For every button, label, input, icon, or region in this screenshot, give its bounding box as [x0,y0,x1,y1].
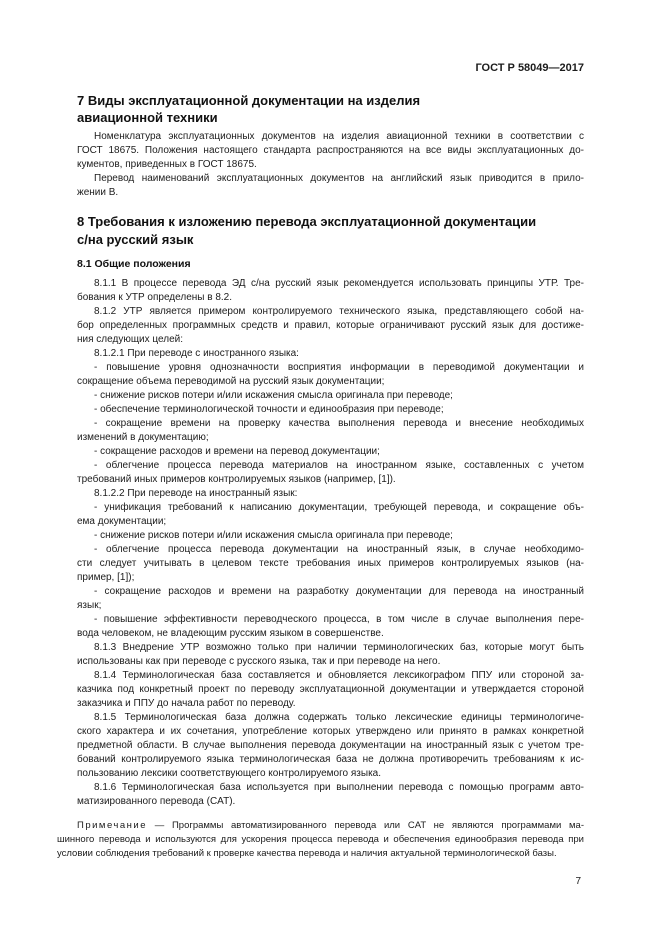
list-item-line: сти следует учитывать в целевом тексте требования иных примеров контролируемых языков (на- [77,558,584,569]
note-label: Примечание [77,820,147,831]
text-line: Перевод наименований эксплуатационных документов на английский язык приводится в прило- [94,173,584,184]
text-line: предметной области. В случае выполнения перевода документации на иностранный язык с учетом тре- [77,740,584,751]
list-item-line: - сокращение расходов и времени на перевод документации; [94,446,380,457]
text-line: ского характера и их сочетания, употребление которых утверждено или принято в рамках конкретной [77,726,584,737]
text-line: Номенклатура эксплуатационных документов на изделия авиационной техники в соответствии с [94,131,584,142]
note-line: условии соблюдения требований к проверке качества перевода и наличия актуальной терминологической базы. [57,848,557,859]
list-item-line: требований иных примеров контролируемых языков (например, [1]). [77,474,396,485]
heading-line: с/на русский язык [77,232,194,247]
list-item-line: изменений в документацию; [77,432,209,443]
note-block [57,819,584,861]
list-item-line: - обеспечение терминологической точности и единообразия при переводе; [94,404,444,415]
text-line: матизированного перевода (CAT). [77,796,236,807]
text-line: бования к УТР определены в 8.2. [77,292,233,303]
text-line: казчика под конкретный проект по переводу эксплуатационной документации и утверждается стороной [77,684,584,695]
heading-line: 8 Требования к изложению перевода эксплуатационной документации [77,214,537,229]
text-line: ГОСТ 18675. Положения настоящего стандарта распространяются на все виды эксплуатационных до- [77,145,584,156]
list-item-line: язык; [77,600,102,611]
list-item-line: вода человеком, не владеющим русским языком в совершенстве. [77,628,384,639]
text-line: заказчика и ППУ до начала работ по переводу. [77,698,296,709]
list-item-line: - повышение эффективности переводческого процесса, в том числе в случае выполнения пере- [94,614,584,625]
list-item-line: - снижение рисков потери и/или искажения смысла оригинала при переводе; [94,390,453,401]
list-item-line: пример, [1]); [77,572,135,583]
subsection-8-1-heading: 8.1 Общие положения [77,258,191,270]
list-item-line: - сокращение времени на проверку качества выполнения перевода и внесение необходимых [94,418,584,429]
section-7-body [77,130,584,200]
heading-line: 7 Виды эксплуатационной документации на изделия [77,93,421,108]
note-line: шинного перевода и используются для ускорения процесса перевода и обеспечения единообразия перевода при [57,834,584,845]
list-item-line: сокращение объема переводимой на русский язык документации; [77,376,385,387]
text-line: 8.1.2.2 При переводе на иностранный язык: [94,488,298,499]
text-line: бор определенных программных средств и правил, которые ограничивают русский язык для достиже- [77,320,584,331]
text-line: жении В. [77,187,119,198]
list-item-line: - сокращение расходов и времени на разработку документации для перевода на иностранный [94,586,584,597]
text-line: 8.1.1 В процессе перевода ЭД с/на русский язык рекомендуется использовать принципы УТР. Тре- [94,278,584,289]
document-designation: ГОСТ Р 58049—2017 [475,62,584,74]
list-item-line: - облегчение процесса перевода материалов на иностранном языке, составленных с учетом [94,460,584,471]
text-line: ния следующих целей: [77,334,184,345]
list-item-line: - снижение рисков потери и/или искажения смысла оригинала при переводе; [94,530,453,541]
list-item-line: - унификация требований к написанию документации, требующей перевода, и сокращение объ- [94,502,584,513]
text-line: 8.1.2.1 При переводе с иностранного языка: [94,348,299,359]
list-item-line: - повышение уровня однозначности восприятия информации в переводимой документации и [94,362,584,373]
list-item-line: ема документации; [77,516,167,527]
text-line: бований контролируемого языка терминологическая база не должна противоречить требованиям к ис- [77,754,584,765]
text-line: 8.1.2 УТР является примером контролируемого технического языка, представляющего собой на- [94,306,584,317]
text-line: использованы как при переводе с русского языка, так и при переводе на него. [77,656,441,667]
list-item-line: - облегчение процесса перевода документации на иностранный язык, в случае необходимо- [94,544,584,555]
text-line: 8.1.3 Внедрение УТР возможно только при наличии терминологических баз, которые могут быть [94,642,584,653]
text-line: кументов, приведенных в ГОСТ 18675. [77,159,257,170]
heading-line: авиационной техники [77,110,218,125]
subsection-8-1-body [77,277,584,809]
text-line: 8.1.5 Терминологическая база должна содержать только лексические единицы терминологиче- [94,712,584,723]
note-line [57,819,584,833]
section-7-heading [77,92,584,126]
page-number: 7 [575,876,581,887]
text-line: пользованию лексики соответствующего контролируемого языка. [77,768,382,779]
text-line: 8.1.6 Терминологическая база используется при выполнении перевода с помощью программ авто- [94,782,584,793]
text-line: 8.1.4 Терминологическая база составляется и обновляется лексикографом ППУ или стороной за- [94,670,584,681]
note-text: — Программы автоматизированного перевода или CAT не являются программами ма- [154,820,585,831]
section-8-heading [77,213,584,249]
